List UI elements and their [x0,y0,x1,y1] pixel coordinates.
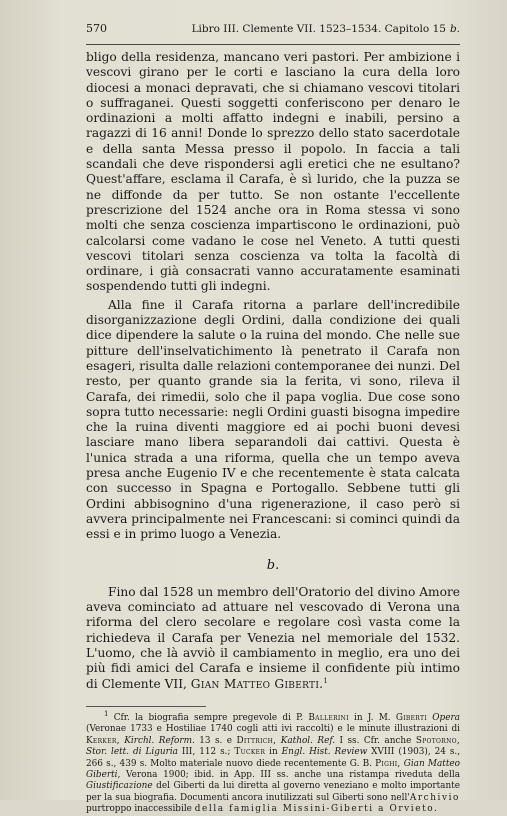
fn-a6: Tucker [234,747,266,758]
fn-w3: Kathol. Ref. [280,735,336,746]
main-text [86,50,460,816]
fn-a5: Spotorno, [415,735,460,746]
fn-w4: Stor. lett. di Liguria [86,747,178,758]
fn-w5: Engl. Hist. Review [281,747,368,758]
fn-w1: Opera [432,712,460,723]
fn-t3: (Veronae 1733 e Hostiliae 1740 cogli atti ivi raccolti) e le minute illustrazioni di [86,724,460,735]
fn-a3: Kerker, [86,735,120,746]
name-giberti: Gian Matteo Giberti. [190,676,324,691]
fn-t2: in J. M. [354,712,391,723]
footnote-ref: 1 [323,676,328,685]
running-title-letter: b. [449,23,460,35]
fn-t10: del Giberti da lui diretta al governo veneziano e molto importante per la sua biografia. Documenti ancora inutilizzati sul Giberti sono nell' [86,781,460,803]
fn-t9: Verona 1900; ibid. in App. III ss. anche una ristampa riveduta della [126,769,460,780]
fn-a2: Giberti [395,712,427,723]
fn-s2: della famiglia Missini-Giberti a Orvieto. [194,804,439,815]
fn-t1: Cfr. la biografia sempre pregevole di P. [113,712,304,723]
fn-t7: in [269,747,278,758]
section-heading: b. [266,557,280,573]
fn-t6: III, 112 s.; [181,747,231,758]
paragraph-3-text: Fino dal 1528 un membro dell'Oratorio del divino Amore aveva cominciato ad attuare nel vescovado di Verona una riforma del clero secolare e regolare così vasta come la richiedeva il Carafa per Venezia nel memoriale del 1532. L'uomo, che là avviò il cambiamento in meglio, era uno dei più fidi amici del Carafa e insieme il confidente più intimo di Clemente VII, [86,584,460,691]
running-header [86,22,460,40]
fn-w7: Giustificazione [86,781,153,792]
paragraph-3 [86,585,460,692]
fn-a7: Pighi, [375,758,401,769]
paragraph-2: Alla fine il Carafa ritorna a parlare dell'incredibile disorganizzazione degli Ordini, dalla condizione dei quali dice dipendere la salute o la ruina del mondo. Che nelle sue pitture dell'inselvatichimento là penetrato il Carafa non esageri, risulta dalle relazioni contemporanee dei nunzi. Del resto, per quanto grande sia la ferita, vi sono, rileva il Carafa, dei rimedii, solo che il papa voglia. Due cose sono sopra tutto necessarie: negli Ordini guasti bisogna impedire che la ruina diventi maggiore ed ai pochi buoni devesi lasciare mano libera separandoli dai cattivi. Questa è l'unica strada a una riforma, quella che un tempo aveva presa anche Eugenio IV e che recentemente è stata calcata con successo in Spagna e Portogallo. Sebbene tutti gli Ordini abbisognino d'una rigenerazione, il caso però si avvera principalmente nei Francescani: si cominci quindi da essi e in primo luogo a Venezia. [86,297,460,542]
fn-t8: XVIII (1903), 24 s., 266 s., 439 s. Molto materiale nuovo diede recentemente G. B. [86,747,461,769]
fn-a1: Ballerini [308,712,349,723]
footnote-1 [86,709,461,816]
fn-t11: purtroppo inaccessibile [86,804,192,815]
fn-w2: Kirchl. Reform. [124,735,195,746]
fn-a4: Dittrich, [236,735,277,746]
footnote-mark: 1 [104,709,109,718]
footnote-rule [86,706,206,707]
fn-t5: I ss. Cfr. anche [339,735,412,746]
fn-t4: 13 s. e [199,735,233,746]
fn-w6: Gian Matteo Giberti, [86,758,461,780]
running-title [188,23,460,35]
fn-s1: Archivio [409,792,460,803]
page-number: 570 [86,22,107,35]
paragraph-1: bligo della residenza, mancano veri pastori. Per ambizione i vescovi girano per le corti e lasciano la cura della loro diocesi a monaci depravati, che si chiamano vescovi titolari o suffraganei. Questi soggetti conferiscono per denaro le ordinazioni a molti affatto indegni e inabili, persino a ragazzi di 16 anni! Donde lo sprezzo dello stato sacerdotale e della santa Messa presso il popolo. In faccia a tali scandali che deve rispondersi agli eretici che ne esultano? Quest'affare, esclama il Carafa, è sì lurido, che la puzza se ne diffonde da per tutto. Se non ostante l'eccellente prescrizione del 1524 anche ora in Roma stessa vi sono molti che senza coscienza impartiscono le ordinazioni, può calcolarsi come vadano le cose nel Veneto. A tutti questi vescovi titolari senza coscienza va tolta la facoltà di ordinare, i già consacrati vanno accuratamente esaminati sospendendo tutti gli indegni. [86,50,460,294]
header-rule [86,44,460,45]
running-title-text: Libro III. Clemente VII. 1523–1534. Capitolo 15 [191,23,446,35]
